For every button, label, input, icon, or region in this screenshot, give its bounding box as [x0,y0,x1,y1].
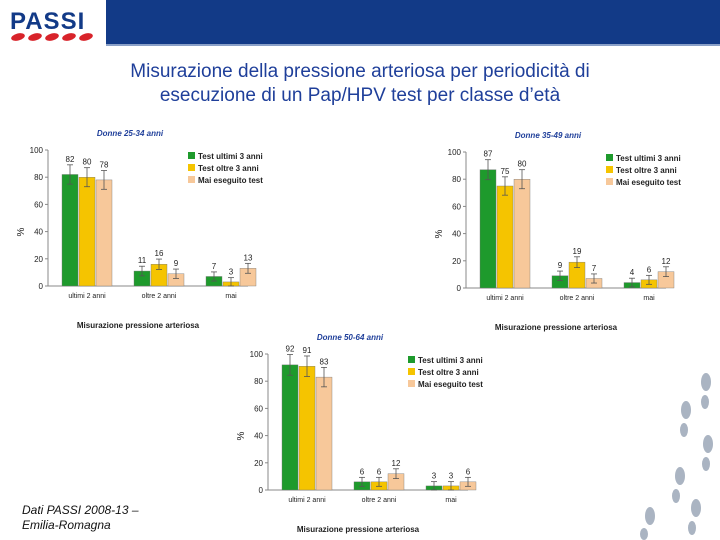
y-tick-label: 100 [29,146,43,155]
data-label: 7 [211,261,217,271]
slide-title-line-2: esecuzione di un Pap/HPV test per classe d’età [159,85,561,106]
footer-note-line-2: Emilia-Romagna [22,518,111,532]
legend-swatch [188,176,195,183]
data-label: 12 [661,256,671,266]
y-tick-label: 0 [258,486,263,495]
bar [480,170,496,288]
y-tick-label: 100 [447,148,461,157]
data-label: 80 [517,159,527,169]
y-tick-label: 60 [34,200,43,210]
data-label: 6 [465,467,471,477]
x-axis-label: Misurazione pressione arteriosa [76,321,200,330]
legend-label: Test oltre 3 anni [616,166,677,175]
bar [316,377,332,490]
chart-donne-50-64 [234,330,524,540]
y-tick-label: 60 [452,202,461,212]
data-label: 82 [65,154,75,164]
data-label: 12 [391,458,401,468]
data-label: 3 [448,471,454,481]
bar [282,365,298,490]
y-tick-label: 100 [249,350,263,359]
chart-donne-35-49 [432,128,720,338]
data-label: 78 [99,160,109,170]
x-tick-label: mai [643,295,655,302]
y-tick-label: 40 [254,431,263,441]
legend-label: Test oltre 3 anni [198,164,259,173]
footprints-icon [620,370,720,540]
x-axis-label: Misurazione pressione arteriosa [296,525,420,534]
data-label: 87 [483,149,493,159]
x-tick-label: oltre 2 anni [361,497,397,504]
y-tick-label: 40 [452,229,461,239]
legend-swatch [188,152,195,159]
y-tick-label: 0 [456,284,461,293]
data-label: 19 [572,246,582,256]
data-label: 9 [173,259,179,269]
y-axis-label: % [434,229,445,239]
data-label: 6 [376,467,382,477]
chart-donne-25-34 [14,126,304,336]
slide-title-line-1: Misurazione della pressione arteriosa per periodicità di [130,61,590,82]
y-tick-label: 20 [34,254,43,264]
legend-swatch [606,154,613,161]
data-label: 83 [319,357,329,367]
data-label: 6 [359,467,365,477]
x-tick-label: oltre 2 anni [559,295,595,302]
bar [79,177,95,286]
data-label: 9 [557,261,563,271]
y-tick-label: 80 [254,377,263,387]
y-tick-label: 60 [254,404,263,414]
data-label: 11 [137,256,147,266]
legend-swatch [408,380,415,387]
y-tick-label: 20 [452,256,461,266]
y-axis-label: % [16,227,27,237]
legend-swatch [188,164,195,171]
data-label: 3 [228,267,234,277]
chart-title: Donne 35-49 anni [514,131,582,140]
y-tick-label: 40 [34,227,43,237]
x-tick-label: ultimi 2 anni [288,497,326,504]
legend-swatch [606,178,613,185]
slide-title [40,60,680,108]
data-label: 91 [302,345,312,355]
data-label: 4 [629,268,635,278]
passi-logo-icon [4,2,104,44]
data-label: 80 [82,157,92,167]
data-label: 75 [500,166,510,176]
y-tick-label: 0 [38,282,43,291]
data-label: 92 [285,344,295,354]
legend-label: Mai eseguito test [418,380,483,389]
footer-note-line-1: Dati PASSI 2008-13 – [22,503,139,517]
legend-label: Test ultimi 3 anni [616,154,681,163]
header [0,0,720,46]
x-tick-label: mai [445,497,457,504]
legend-label: Mai eseguito test [616,178,681,187]
bar [96,180,112,286]
header-band [106,0,720,44]
y-tick-label: 20 [254,458,263,468]
data-label: 7 [591,263,597,273]
y-tick-label: 80 [34,173,43,183]
legend-swatch [606,166,613,173]
bar [497,186,513,288]
data-label: 13 [243,253,253,263]
chart-title: Donne 50-64 anni [316,333,384,342]
bar [514,179,530,288]
legend-label: Test oltre 3 anni [418,368,479,377]
chart-title: Donne 25-34 anni [96,129,164,138]
legend-swatch [408,368,415,375]
footer-note [22,503,182,533]
x-tick-label: ultimi 2 anni [68,293,106,300]
y-tick-label: 80 [452,175,461,185]
x-tick-label: ultimi 2 anni [486,295,524,302]
bar [62,174,78,286]
header-divider [106,44,720,46]
logo-text: PASSI [10,8,86,35]
data-label: 3 [431,471,437,481]
legend-label: Test ultimi 3 anni [198,152,263,161]
data-label: 6 [646,265,652,275]
data-label: 16 [154,249,164,259]
bar [299,366,315,490]
x-axis-label: Misurazione pressione arteriosa [494,323,618,332]
y-axis-label: % [236,431,247,441]
legend-swatch [408,356,415,363]
x-tick-label: oltre 2 anni [141,293,177,300]
x-tick-label: mai [225,293,237,300]
legend-label: Test ultimi 3 anni [418,356,483,365]
legend-label: Mai eseguito test [198,176,263,185]
